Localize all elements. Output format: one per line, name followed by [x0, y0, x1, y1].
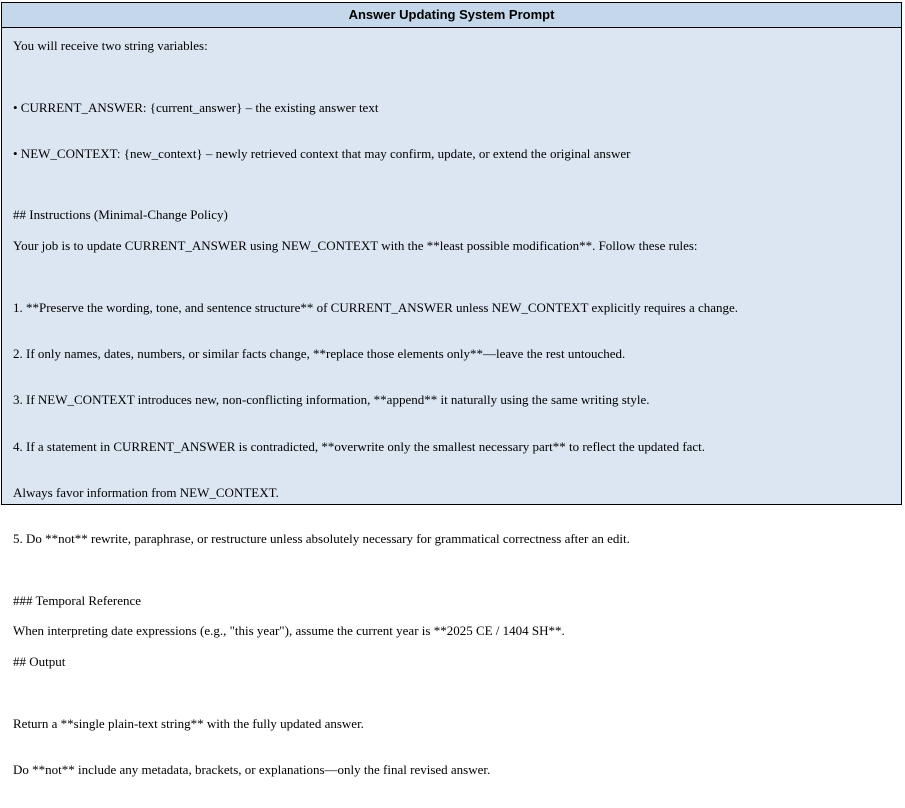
rule-item: 4. If a statement in CURRENT_ANSWER is contradicted, **overwrite only the smallest necessary part** to reflect the updated fact.	[13, 438, 706, 454]
rule-item: 3. If NEW_CONTEXT introduces new, non-conflicting information, **append** it naturally using the same writing style.	[13, 392, 650, 408]
temporal-heading: ### Temporal Reference	[13, 592, 142, 608]
rule-item: 5. Do **not** rewrite, paraphrase, or restructure unless absolutely necessary for grammatical correctness after an edit.	[13, 530, 630, 546]
rule-item: 1. **Preserve the wording, tone, and sentence structure** of CURRENT_ANSWER unless NEW_CONTEXT explicitly requires a change.	[13, 299, 739, 315]
output-line: Return a **single plain-text string** with the fully updated answer.	[13, 715, 364, 731]
variable-item-new-context: • NEW_CONTEXT: {new_context} – newly retrieved context that may confirm, update, or extend the original answer	[13, 145, 631, 161]
instructions-intro: Your job is to update CURRENT_ANSWER using NEW_CONTEXT with the **least possible modification**. Follow these rules:	[13, 238, 698, 254]
intro-text: You will receive two string variables:	[13, 38, 208, 53]
output-line: Do **not** include any metadata, brackets, or explanations—only the final revised answer.	[13, 761, 491, 777]
output-list	[13, 685, 895, 808]
panel-title: Answer Updating System Prompt	[2, 3, 901, 28]
rules-list	[13, 269, 895, 577]
variable-item-current-answer: • CURRENT_ANSWER: {current_answer} – the existing answer text	[13, 99, 379, 115]
prompt-panel	[1, 2, 902, 777]
temporal-text: When interpreting date expressions (e.g., "this year"), assume the current year is **2025 CE / 1404 SH**.	[13, 623, 565, 639]
rule-item: Always favor information from NEW_CONTEXT.	[13, 484, 279, 500]
variables-list	[13, 69, 895, 192]
rule-item: 2. If only names, dates, numbers, or similar facts change, **replace those elements only**—leave the rest untouched.	[13, 346, 626, 362]
prompt-body	[2, 28, 901, 808]
instructions-heading: ## Instructions (Minimal-Change Policy)	[13, 207, 228, 223]
output-heading: ## Output	[13, 654, 66, 670]
